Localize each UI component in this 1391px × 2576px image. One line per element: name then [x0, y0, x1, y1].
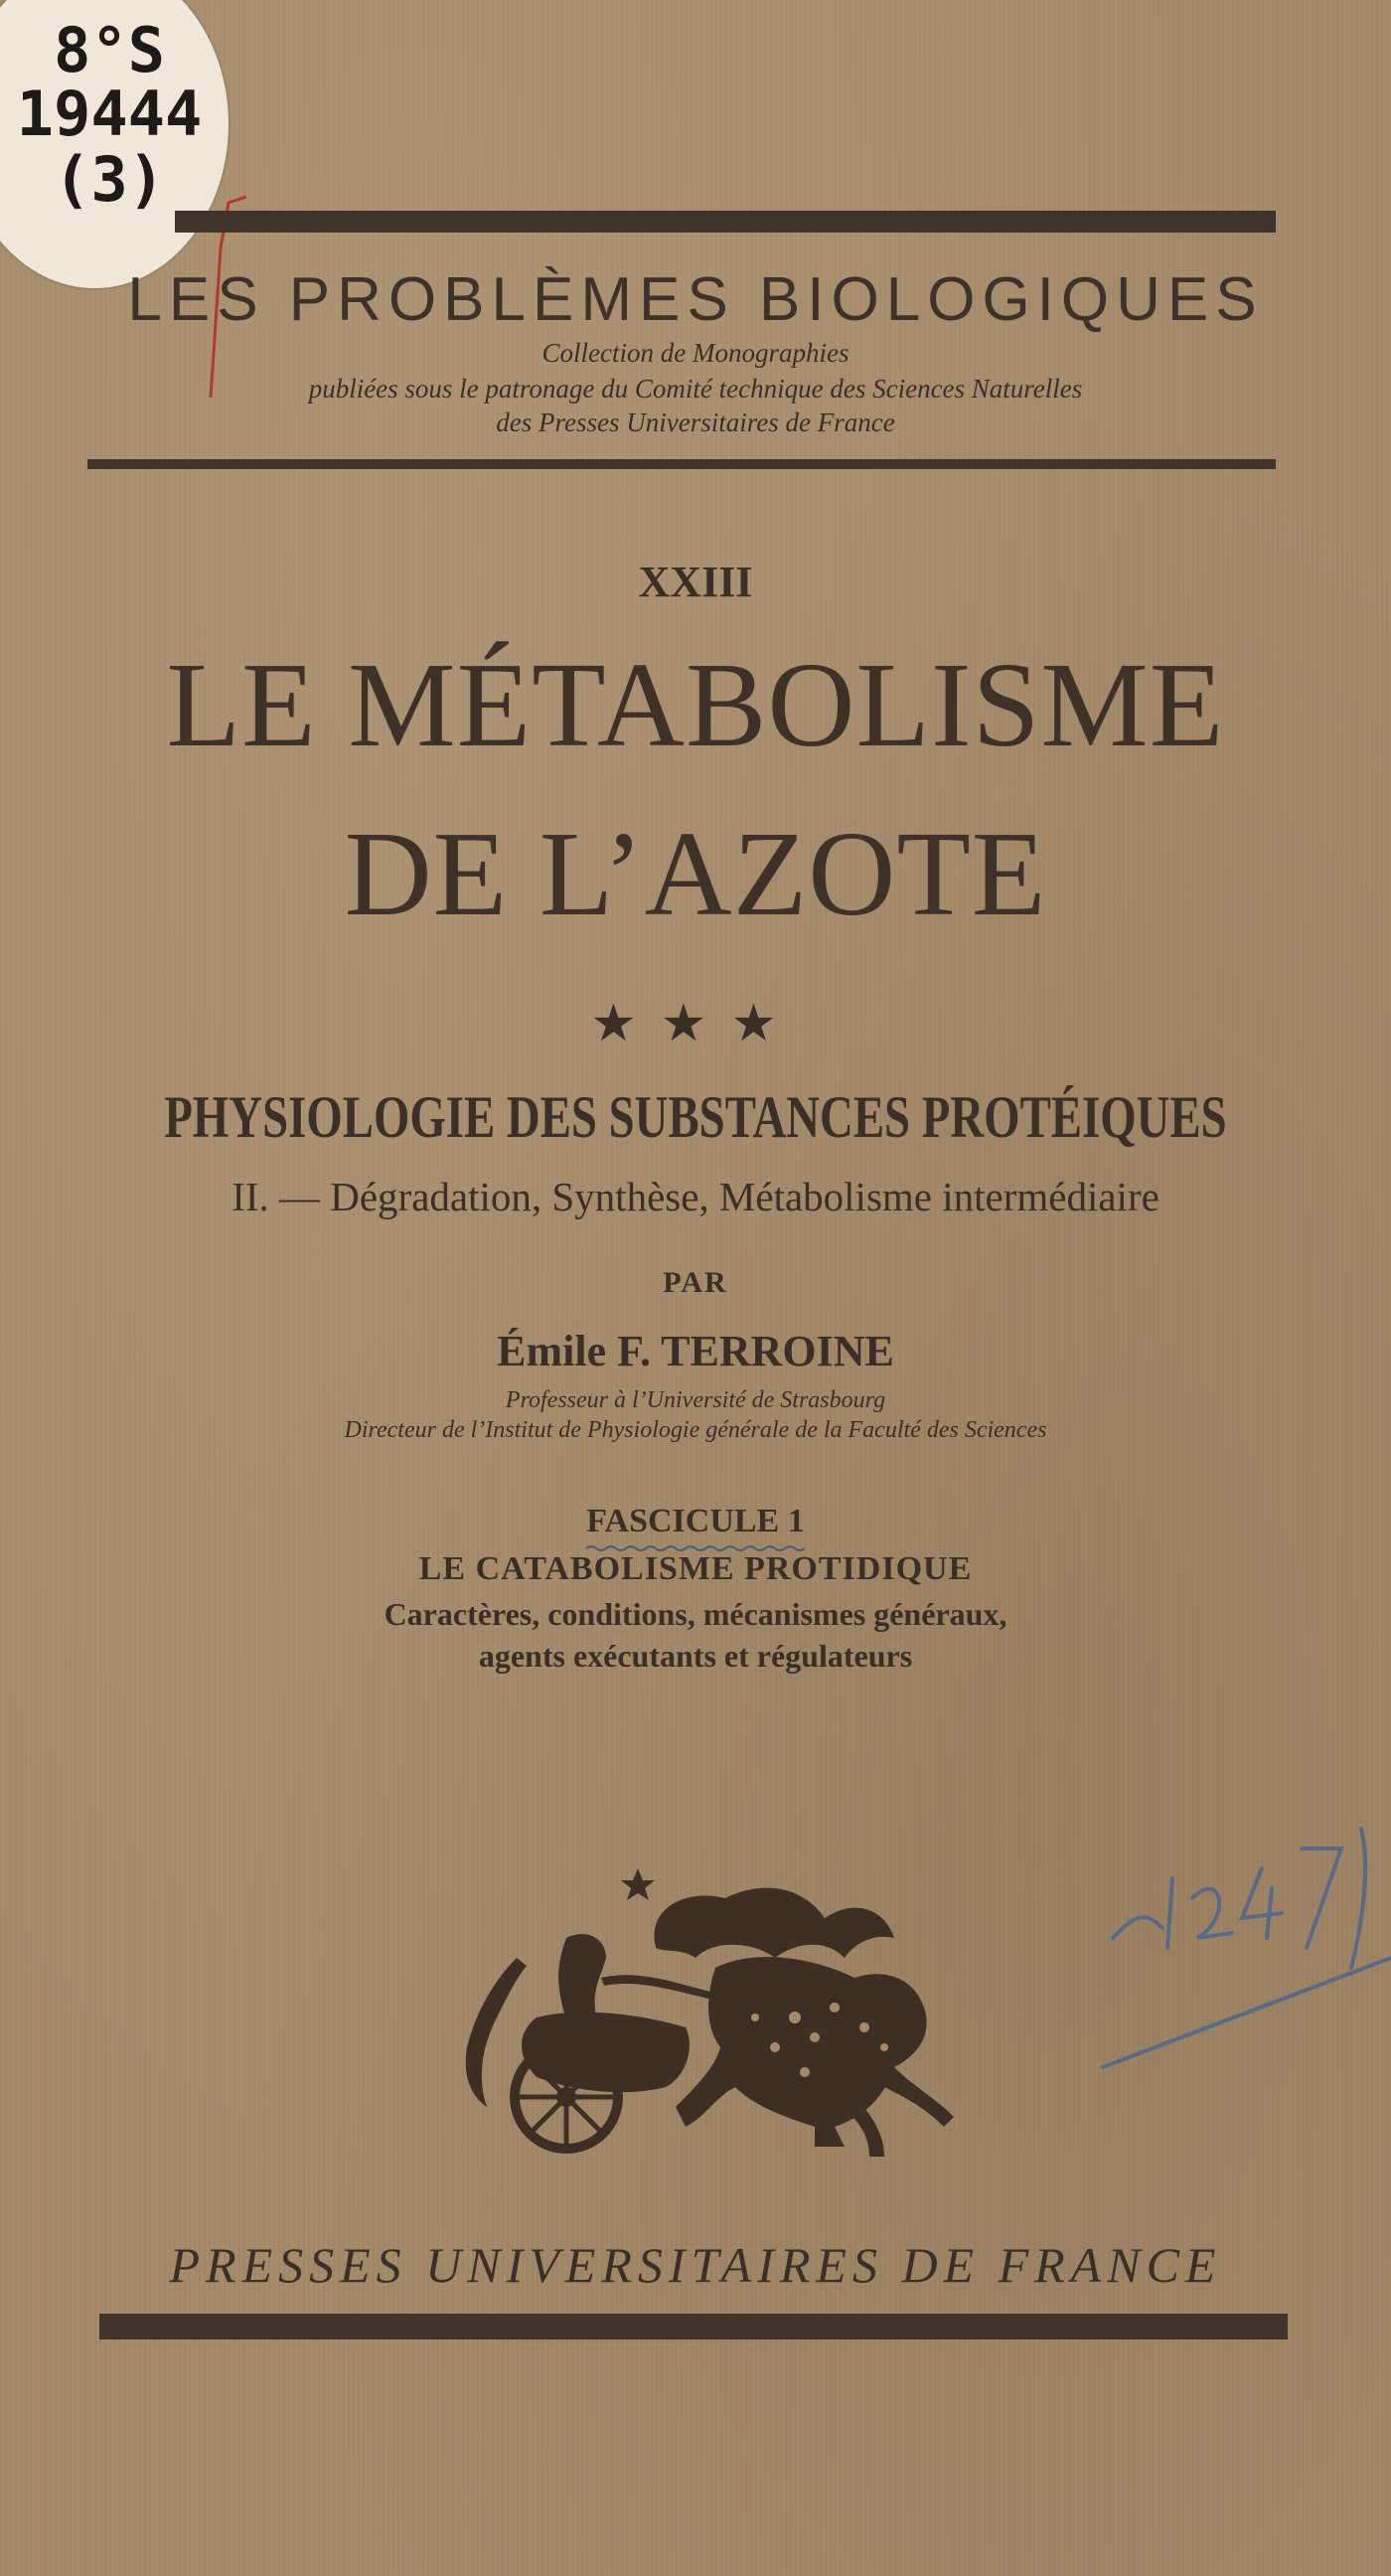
series-rule [87, 459, 1276, 469]
series-line-2: publiées sous le patronage du Comité technique des Sciences Naturelles [308, 374, 1083, 403]
series-line-3: des Presses Universitaires de France [496, 407, 895, 437]
stamp-line-1: 8°S [54, 14, 165, 86]
author-role-2: Directeur de l’Institut de Physiologie générale de la Faculté des Sciences [344, 1417, 1047, 1443]
author-name: Émile F. TERROINE [497, 1327, 894, 1375]
handwritten-accession [1093, 1809, 1391, 2087]
bottom-rule [99, 2314, 1288, 2339]
main-title-line-1: LE MÉTABOLISME [166, 638, 1225, 772]
stars-ornament: ★★★ [590, 996, 801, 1052]
subtitle: PHYSIOLOGIE DES SUBSTANCES PROTÉIQUES [164, 1084, 1227, 1150]
publisher-name: PRESSES UNIVERSITAIRES DE FRANCE [169, 2237, 1222, 2293]
series-title: LES PROBLÈMES BIOLOGIQUES [127, 265, 1264, 334]
series-line-1: Collection de Monographies [541, 338, 850, 368]
library-stamp [0, 0, 229, 288]
stamp-line-3: (3) [54, 143, 165, 216]
by-label: PAR [663, 1266, 728, 1299]
author-role-1: Professeur à l’Université de Strasbourg [505, 1387, 886, 1413]
volume-number: XXIII [638, 558, 753, 606]
top-rule [175, 211, 1276, 233]
fascicule-desc-1: Caractères, conditions, mécanismes généraux, [384, 1596, 1007, 1632]
fascicule-desc-2: agents exécutants et régulateurs [478, 1638, 913, 1674]
main-title-line-2: DE L’AZOTE [344, 807, 1047, 941]
stamp-line-2: 19444 [16, 78, 203, 150]
subtitle-part: II. — Dégradation, Synthèse, Métabolisme intermédiaire [232, 1174, 1159, 1219]
fascicule-title: LE CATABOLISME PROTIDIQUE [418, 1550, 973, 1587]
chariot-emblem-icon [417, 1849, 974, 2176]
fascicule-label: FASCICULE 1 [586, 1503, 805, 1539]
